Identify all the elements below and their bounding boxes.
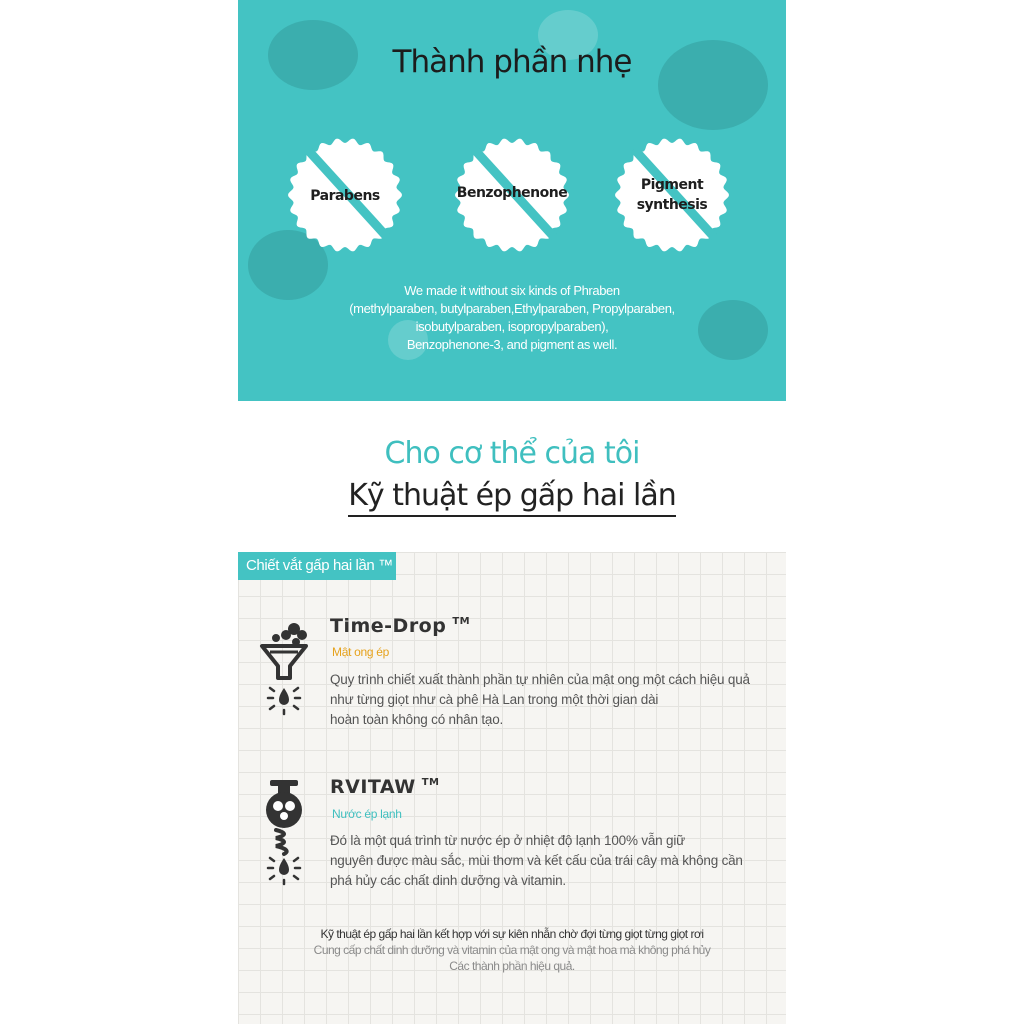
footer-line: Các thành phần hiệu quả. [449, 959, 575, 973]
description-line: hoàn toàn không có nhân tạo. [330, 712, 504, 727]
badge-label: Benzophenone [456, 185, 568, 201]
item-subtitle: Mật ong ép [332, 645, 390, 659]
panel-title: Thành phần nhẹ [392, 44, 632, 80]
footer-note [238, 926, 786, 974]
badge-label-line: Pigment [640, 177, 704, 193]
footer-line: Kỹ thuật ép gấp hai lần kết hợp với sự kiên nhẫn chờ đợi từng giọt từng giọt rơi [320, 927, 704, 941]
section-heading-text: Kỹ thuật ép gấp hai lần [348, 478, 675, 517]
badge-label [614, 175, 730, 215]
description-line: Đó là một quá trình từ nước ép ở nhiệt độ lạnh 100% vẫn giữ [330, 833, 685, 848]
section-tag: Chiết vắt gấp hai lần ™ [238, 552, 396, 580]
item-title [330, 615, 470, 637]
fruit-coil-drop-icon [256, 776, 312, 888]
badge-label: Parabens [310, 188, 380, 204]
item-subtitle: Nước ép lạnh [332, 807, 402, 821]
description-line: (methylparaben, butylparaben,Ethylparaben, Propylparaben, [349, 301, 675, 316]
description-line: như từng giọt như cà phê Hà Lan trong một thời gian dài [330, 692, 659, 707]
footer-line: Cung cấp chất dinh dưỡng và vitamin của mật ong và mật hoa mà không phá hủy [313, 943, 711, 957]
trademark-mark: TM [452, 616, 471, 627]
section-heading-title [0, 478, 1024, 513]
item-title-text: RVITAW [330, 776, 416, 798]
description-line: isobutylparaben, isopropylparaben), [415, 319, 609, 334]
badge-pigment-synthesis [614, 137, 730, 253]
badge-benzophenone [454, 137, 570, 253]
item-title [330, 776, 439, 798]
badge-label-line: synthesis [636, 197, 708, 213]
item-title-text: Time-Drop [330, 615, 447, 637]
badge-parabens [287, 137, 403, 253]
description-line: nguyên được màu sắc, mùi thơm và kết cấu của trái cây mà không cần [330, 853, 743, 868]
trademark-mark: TM [421, 777, 440, 788]
ingredients-panel [238, 0, 786, 401]
description-line: Benzophenone-3, and pigment as well. [406, 337, 618, 352]
item-description [330, 670, 775, 730]
description-line: phá hủy các chất dinh dưỡng và vitamin. [330, 873, 566, 888]
section-heading-accent: Cho cơ thể của tôi [384, 436, 640, 471]
description-line: We made it without six kinds of Phraben [404, 283, 620, 298]
description-line: Quy trình chiết xuất thành phần tự nhiên của mật ong một cách hiệu quả [330, 672, 750, 687]
panel-description [238, 282, 786, 354]
honey-funnel-drop-icon [256, 616, 312, 720]
item-description [330, 831, 775, 891]
